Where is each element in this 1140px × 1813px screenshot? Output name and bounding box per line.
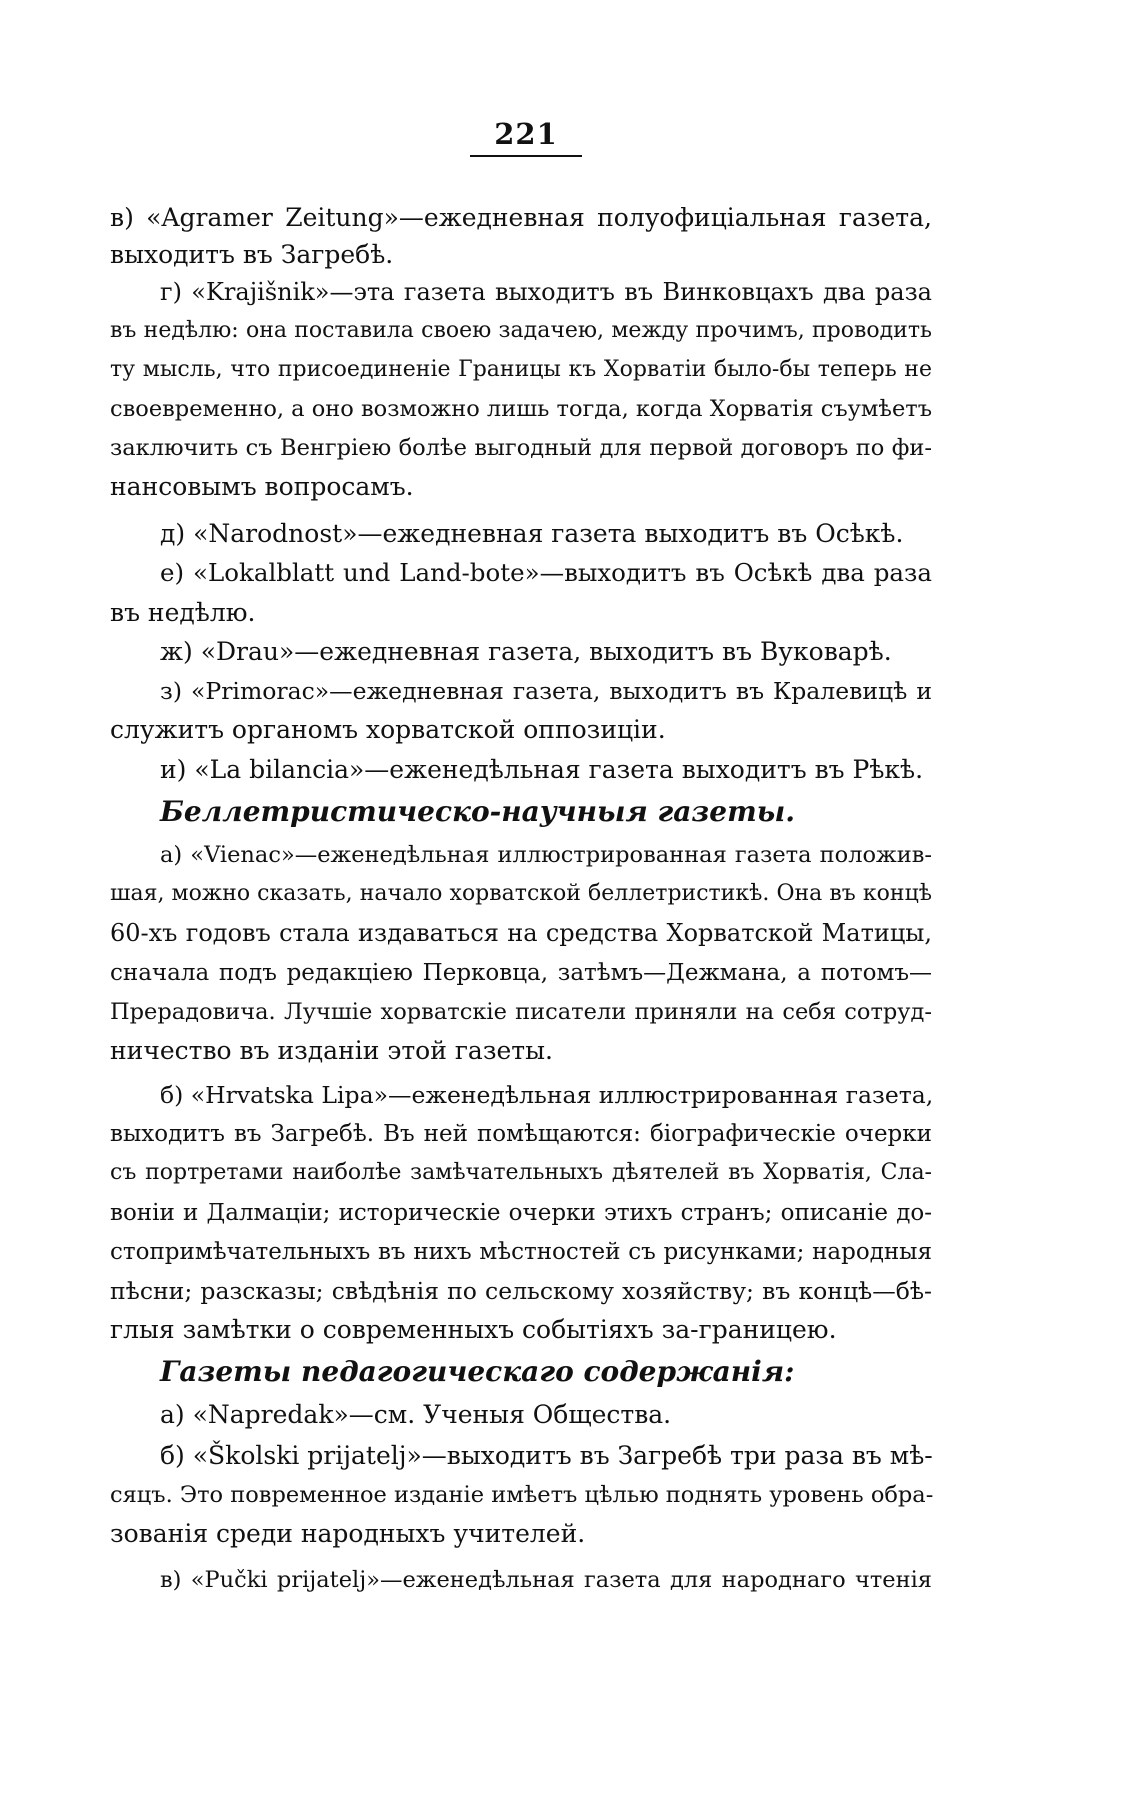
- text-line: выходитъ въ Загребѣ. Въ ней помѣщаются: біографическіе очерки: [110, 1121, 932, 1147]
- text-line: съ портретами наиболѣе замѣчательныхъ дѣятелей въ Хорватія, Сла-: [110, 1160, 932, 1185]
- text-line: ту мысль, что присоединеніе Границы къ Хорватіи было-бы теперь не: [110, 357, 932, 382]
- text-line: зованія среди народныхъ учителей.: [110, 1519, 586, 1548]
- text-line: нансовымъ вопросамъ.: [110, 472, 414, 501]
- text-line: 60-хъ годовъ стала издаваться на средства Хорватской Матицы,: [110, 919, 932, 947]
- text-line: выходитъ въ Загребѣ.: [110, 240, 394, 269]
- text-line: служитъ органомъ хорватской оппозиціи.: [110, 715, 666, 744]
- text-line: сяцъ. Это повременное изданіе имѣетъ цѣлью поднять уровень обра-: [110, 1482, 934, 1508]
- text-line: в) «Pučki prijatelj»—еженедѣльная газета для народнаго чтенія: [160, 1567, 932, 1593]
- text-line: пѣсни; разсказы; свѣдѣнія по сельскому хозяйству; въ концѣ—бѣ-: [110, 1277, 932, 1305]
- text-line: а) «Napredak»—см. Ученыя Общества.: [160, 1400, 672, 1429]
- text-line: и) «La bilancia»—еженедѣльная газета выходитъ въ Рѣкѣ.: [160, 755, 924, 784]
- section-heading: Беллетристическо-научныя газеты.: [160, 795, 795, 828]
- text-line: въ недѣлю.: [110, 598, 256, 627]
- text-line: своевременно, а оно возможно лишь тогда, когда Хорватія съумѣетъ: [110, 396, 933, 422]
- text-line: б) «Školski prijatelj»—выходитъ въ Загребѣ три раза въ мѣ-: [160, 1441, 933, 1470]
- text-line: глыя замѣтки о современныхъ событіяхъ за-границею.: [110, 1315, 837, 1344]
- text-line: стопримѣчательныхъ въ нихъ мѣстностей съ рисунками; народныя: [110, 1239, 932, 1265]
- text-line: сначала подъ редакціею Перковца, затѣмъ—Дежмана, а потомъ—: [110, 960, 932, 986]
- section-heading: Газеты педагогическаго содержанія:: [160, 1355, 795, 1388]
- text-line: з) «Primorac»—ежедневная газета, выходитъ въ Кралевицѣ и: [160, 677, 932, 705]
- text-line: б) «Hrvatska Lipa»—еженедѣльная иллюстрированная газета,: [160, 1081, 934, 1109]
- page-number: 221: [494, 117, 558, 151]
- text-line: заключить съ Венгріею болѣе выгодный для первой договоръ по фи-: [110, 435, 932, 461]
- text-line: г) «Krajišnik»—эта газета выходитъ въ Винковцахъ два раза: [160, 278, 932, 306]
- text-line: ничество въ изданіи этой газеты.: [110, 1036, 553, 1065]
- text-line: д) «Narodnost»—ежедневная газета выходитъ въ Осѣкѣ.: [160, 519, 904, 548]
- text-line: шая, можно сказать, начало хорватской беллетристикѣ. Она въ концѣ: [110, 881, 932, 906]
- page-number-rule: [470, 155, 582, 157]
- text-line: въ недѣлю: она поставила своею задачею, между прочимъ, проводить: [110, 318, 932, 343]
- text-line: воніи и Далмаціи; историческіе очерки этихъ странъ; описаніе до-: [110, 1200, 932, 1226]
- text-line: а) «Vienac»—еженедѣльная иллюстрированная газета положив-: [160, 842, 932, 868]
- text-line: ж) «Drau»—ежедневная газета, выходитъ въ Вуковарѣ.: [160, 637, 892, 666]
- text-line: в) «Agramer Zeitung»—ежедневная полуофиціальная газета,: [110, 203, 932, 232]
- text-line: Прерадовича. Лучшіе хорватскіе писатели приняли на себя сотруд-: [110, 999, 932, 1025]
- text-line: е) «Lokalblatt und Land-bote»—выходитъ въ Осѣкѣ два раза: [160, 558, 932, 587]
